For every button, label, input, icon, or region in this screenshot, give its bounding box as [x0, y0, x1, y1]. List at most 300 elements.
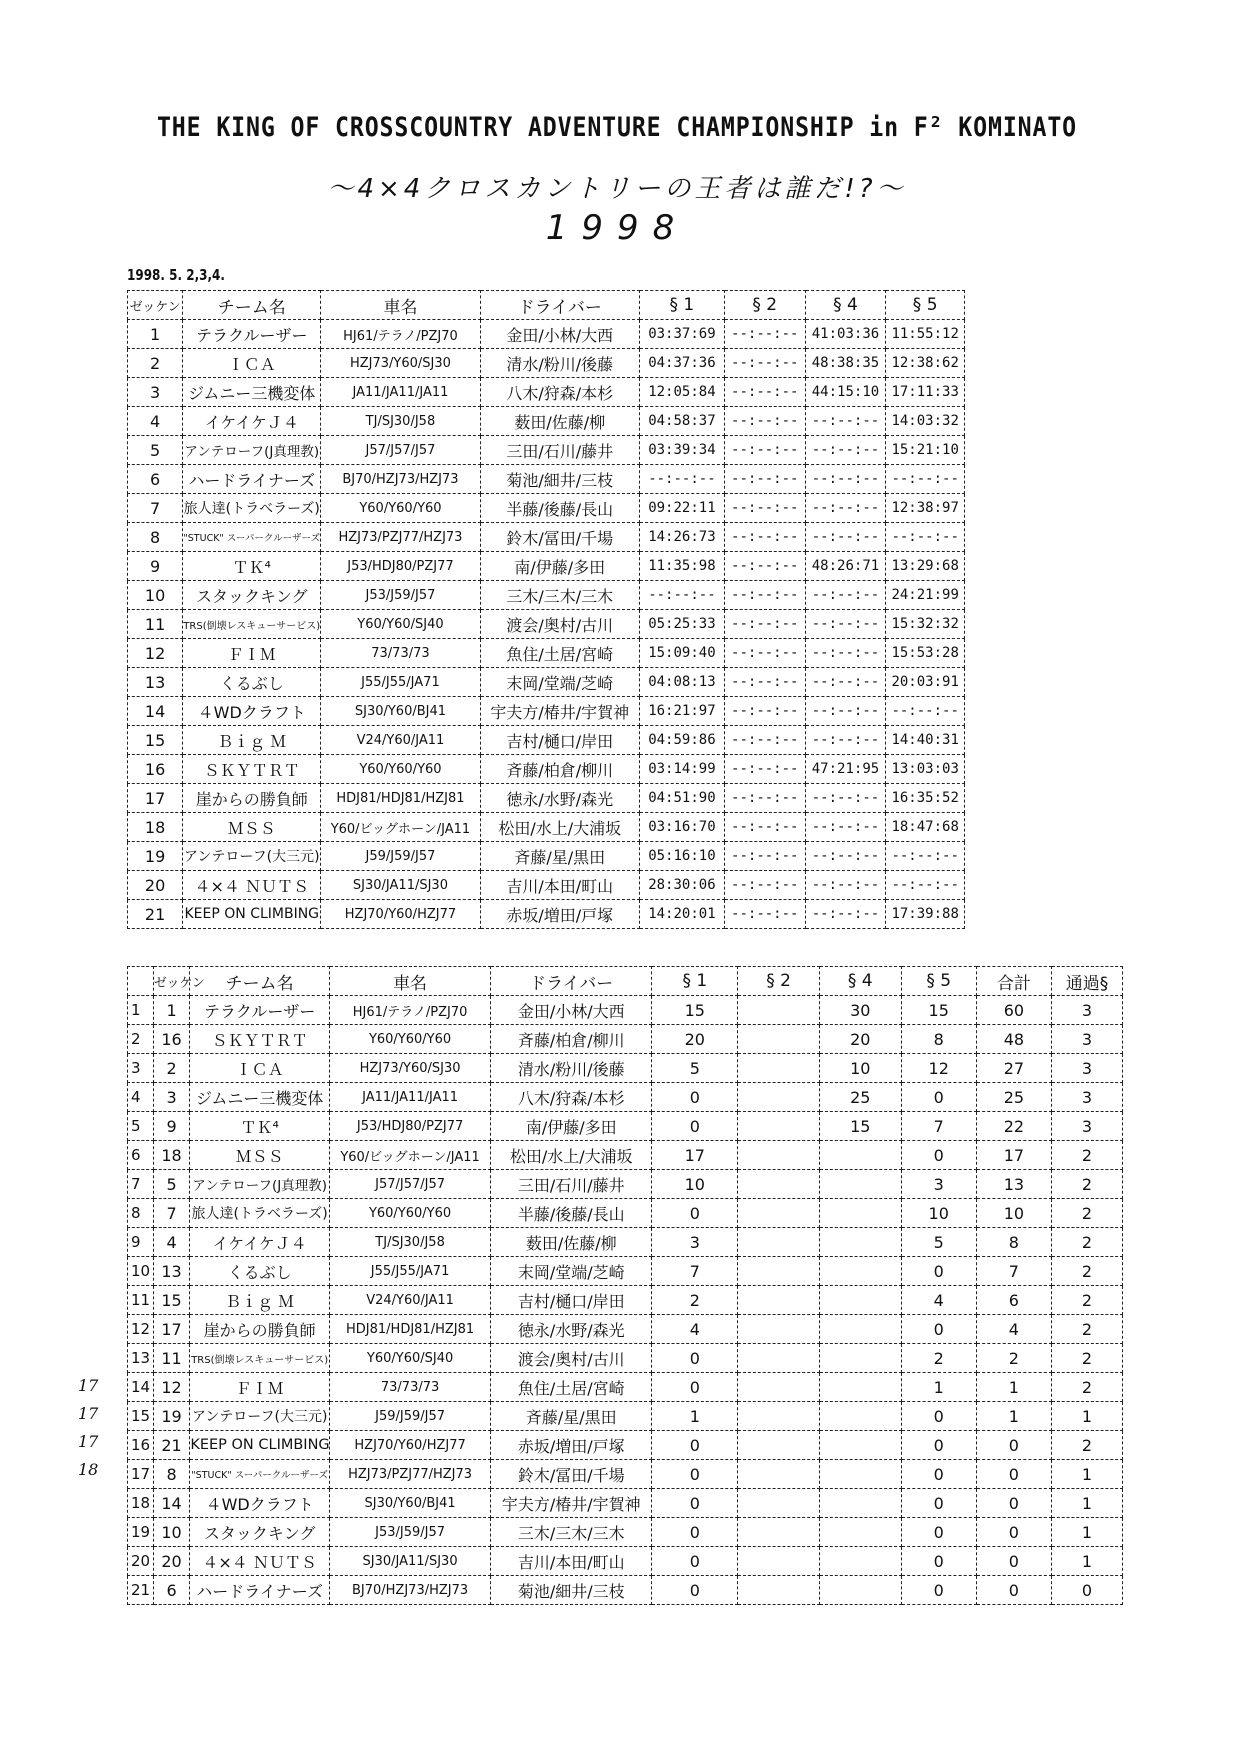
table-cell: 21: [128, 900, 183, 929]
table-cell: ＳＫＹＴＲＴ: [183, 755, 321, 784]
table-cell: ＳＫＹＴＲＴ: [190, 1025, 330, 1054]
table-cell: 18:47:68: [886, 813, 965, 842]
table-cell: 47:21:95: [805, 755, 886, 784]
table-cell: --:--:--: [724, 552, 805, 581]
table-cell: JA11/JA11/JA11: [329, 1083, 490, 1112]
table-cell: "STUCK" スーパークルーザーズ: [190, 1460, 330, 1489]
table-cell: 5: [128, 436, 183, 465]
table-cell: --:--:--: [805, 842, 886, 871]
table-cell: 渡会/奥村/古川: [491, 1344, 652, 1373]
table-cell: 2: [652, 1286, 738, 1315]
table-cell: --:--:--: [724, 581, 805, 610]
table-cell: BJ70/HZJ73/HZJ73: [321, 465, 480, 494]
table-cell: 7: [976, 1257, 1051, 1286]
table-cell: [738, 1228, 820, 1257]
table-cell: --:--:--: [805, 668, 886, 697]
table-cell: 15:09:40: [639, 639, 724, 668]
table-cell: 04:58:37: [639, 407, 724, 436]
table-cell: --:--:--: [724, 784, 805, 813]
table-cell: ジムニー三機変体: [190, 1083, 330, 1112]
table-cell: 1: [153, 996, 190, 1025]
table-cell: 1: [1052, 1518, 1123, 1547]
table-cell: 吉川/本田/町山: [491, 1547, 652, 1576]
table-cell: 鈴木/冨田/千場: [480, 523, 639, 552]
table-cell: J57/J57/J57: [329, 1170, 490, 1199]
column-header: § 4: [819, 967, 901, 996]
table-cell: 宇夫方/椿井/宇賀神: [491, 1489, 652, 1518]
table-row: [128, 610, 965, 639]
table-cell: 清水/粉川/後藤: [480, 349, 639, 378]
table-cell: 3: [1052, 1025, 1123, 1054]
table-cell: 3: [1052, 1112, 1123, 1141]
table-cell: 6: [153, 1576, 190, 1605]
table-cell: J53/J59/J57: [329, 1518, 490, 1547]
table-cell: 2: [128, 1025, 154, 1054]
table-cell: 0: [652, 1431, 738, 1460]
table-cell: 14: [153, 1489, 190, 1518]
table-cell: --:--:--: [886, 523, 965, 552]
table-cell: JA11/JA11/JA11: [321, 378, 480, 407]
table-cell: 13: [153, 1257, 190, 1286]
table-cell: --:--:--: [886, 465, 965, 494]
column-header: ドライバー: [491, 967, 652, 996]
table-cell: --:--:--: [805, 871, 886, 900]
table-cell: 18: [128, 1489, 154, 1518]
table-cell: [819, 1489, 901, 1518]
table-cell: 16: [128, 755, 183, 784]
table-cell: --:--:--: [805, 639, 886, 668]
table-cell: スタックキング: [183, 581, 321, 610]
times-table-header: [128, 291, 965, 320]
table-cell: J57/J57/J57: [321, 436, 480, 465]
table-cell: 18: [128, 813, 183, 842]
table-cell: アンテローフ(大三元): [190, 1402, 330, 1431]
table-cell: 15:21:10: [886, 436, 965, 465]
column-header: ゼッケン: [153, 967, 190, 996]
table-cell: --:--:--: [724, 900, 805, 929]
table-cell: 20: [819, 1025, 901, 1054]
table-cell: SJ30/JA11/SJ30: [321, 871, 480, 900]
table-cell: 金田/小林/大西: [480, 320, 639, 349]
table-row: [128, 1025, 1123, 1054]
table-cell: 0: [652, 1112, 738, 1141]
table-cell: --:--:--: [724, 407, 805, 436]
table-cell: 0: [976, 1431, 1051, 1460]
table-cell: 7: [901, 1112, 976, 1141]
table-cell: 27: [976, 1054, 1051, 1083]
table-cell: 0: [652, 1373, 738, 1402]
table-cell: 22: [976, 1112, 1051, 1141]
table-cell: 4: [128, 1083, 154, 1112]
table-cell: 三木/三木/三木: [480, 581, 639, 610]
table-cell: 0: [652, 1344, 738, 1373]
column-header: § 1: [639, 291, 724, 320]
table-cell: 05:16:10: [639, 842, 724, 871]
table-cell: [738, 1199, 820, 1228]
table-cell: 0: [652, 1547, 738, 1576]
table-cell: 半藤/後藤/長山: [491, 1199, 652, 1228]
event-date: 1998. 5. 2,3,4.: [127, 266, 225, 284]
table-cell: 04:59:86: [639, 726, 724, 755]
table-cell: --:--:--: [805, 581, 886, 610]
table-cell: 3: [1052, 996, 1123, 1025]
table-cell: 13: [128, 668, 183, 697]
table-row: [128, 900, 965, 929]
table-cell: 11: [153, 1344, 190, 1373]
table-cell: [738, 1344, 820, 1373]
column-header: 車名: [329, 967, 490, 996]
table-cell: 4: [153, 1228, 190, 1257]
table-cell: 清水/粉川/後藤: [491, 1054, 652, 1083]
table-cell: Ｂｉｇ Ｍ: [190, 1286, 330, 1315]
table-cell: 20: [128, 1547, 154, 1576]
table-cell: --:--:--: [724, 697, 805, 726]
table-cell: 16:35:52: [886, 784, 965, 813]
table-row: [128, 1402, 1123, 1431]
table-cell: 13:29:68: [886, 552, 965, 581]
table-cell: 0: [976, 1576, 1051, 1605]
table-cell: [738, 1054, 820, 1083]
table-cell: 10: [153, 1518, 190, 1547]
column-header: [128, 967, 154, 996]
table-cell: --:--:--: [724, 842, 805, 871]
table-cell: 3: [1052, 1083, 1123, 1112]
table-row: [128, 378, 965, 407]
table-cell: --:--:--: [805, 610, 886, 639]
table-cell: 0: [976, 1460, 1051, 1489]
table-cell: --:--:--: [724, 378, 805, 407]
table-cell: 15: [901, 996, 976, 1025]
table-cell: HJ61/テラノ/PZJ70: [321, 320, 480, 349]
table-cell: 11: [128, 610, 183, 639]
table-cell: くるぶし: [190, 1257, 330, 1286]
event-title: THE KING OF CROSSCOUNTRY ADVENTURE CHAMPIONSHIP in F² KOMINATO: [156, 112, 1078, 143]
table-cell: 41:03:36: [805, 320, 886, 349]
table-cell: 3: [128, 1054, 154, 1083]
table-cell: 鈴木/冨田/千場: [491, 1460, 652, 1489]
table-cell: Y60/Y60/Y60: [329, 1025, 490, 1054]
table-cell: [738, 1431, 820, 1460]
table-cell: 0: [901, 1460, 976, 1489]
table-cell: 2: [1052, 1373, 1123, 1402]
table-cell: 2: [1052, 1286, 1123, 1315]
table-cell: 2: [1052, 1257, 1123, 1286]
table-cell: [738, 1576, 820, 1605]
margin-note: 18: [78, 1460, 99, 1479]
table-cell: [738, 1025, 820, 1054]
table-cell: HZJ70/Y60/HZJ77: [329, 1431, 490, 1460]
table-cell: 南/伊藤/多田: [491, 1112, 652, 1141]
table-cell: V24/Y60/JA11: [321, 726, 480, 755]
table-cell: 17: [128, 784, 183, 813]
table-cell: [819, 1344, 901, 1373]
table-cell: 18: [153, 1141, 190, 1170]
table-cell: --:--:--: [724, 349, 805, 378]
table-cell: [738, 1547, 820, 1576]
table-cell: 徳永/水野/森光: [480, 784, 639, 813]
table-cell: 崖からの勝負師: [183, 784, 321, 813]
table-cell: 4: [901, 1286, 976, 1315]
table-cell: 徳永/水野/森光: [491, 1315, 652, 1344]
table-cell: 0: [652, 1083, 738, 1112]
table-cell: 25: [819, 1083, 901, 1112]
table-cell: 菊池/細井/三枝: [491, 1576, 652, 1605]
table-cell: Y60/Y60/SJ40: [329, 1344, 490, 1373]
table-cell: [819, 1286, 901, 1315]
table-cell: 吉川/本田/町山: [480, 871, 639, 900]
table-row: [128, 639, 965, 668]
table-cell: 14:40:31: [886, 726, 965, 755]
table-cell: 48: [976, 1025, 1051, 1054]
table-cell: テラクルーザー: [183, 320, 321, 349]
table-cell: --:--:--: [805, 784, 886, 813]
table-cell: Y60/Y60/SJ40: [321, 610, 480, 639]
table-cell: ＦＩＭ: [190, 1373, 330, 1402]
table-cell: 14: [128, 1373, 154, 1402]
table-cell: J59/J59/J57: [329, 1402, 490, 1431]
table-cell: 25: [976, 1083, 1051, 1112]
table-cell: 44:15:10: [805, 378, 886, 407]
table-cell: 8: [128, 523, 183, 552]
table-cell: 半藤/後藤/長山: [480, 494, 639, 523]
table-cell: SJ30/Y60/BJ41: [321, 697, 480, 726]
table-cell: 2: [901, 1344, 976, 1373]
table-cell: "STUCK" スーパークルーザーズ: [183, 523, 321, 552]
table-cell: 3: [128, 378, 183, 407]
table-cell: 13:03:03: [886, 755, 965, 784]
table-cell: 48:38:35: [805, 349, 886, 378]
table-cell: --:--:--: [805, 436, 886, 465]
table-cell: [819, 1460, 901, 1489]
table-cell: イケイケＪ４: [183, 407, 321, 436]
table-cell: HZJ73/Y60/SJ30: [321, 349, 480, 378]
table-cell: 04:37:36: [639, 349, 724, 378]
table-cell: 28:30:06: [639, 871, 724, 900]
table-cell: KEEP ON CLIMBING: [190, 1431, 330, 1460]
table-cell: J55/J55/JA71: [321, 668, 480, 697]
table-cell: 12:38:97: [886, 494, 965, 523]
table-row: [128, 436, 965, 465]
points-table-header: [128, 967, 1123, 996]
table-cell: SJ30/Y60/BJ41: [329, 1489, 490, 1518]
table-cell: 2: [1052, 1431, 1123, 1460]
table-cell: 0: [652, 1199, 738, 1228]
table-cell: --:--:--: [805, 813, 886, 842]
table-cell: 金田/小林/大西: [491, 996, 652, 1025]
table-cell: 0: [901, 1402, 976, 1431]
table-cell: 14:26:73: [639, 523, 724, 552]
table-cell: 旅人達(トラベラーズ): [190, 1199, 330, 1228]
table-row: [128, 552, 965, 581]
table-cell: 20: [652, 1025, 738, 1054]
table-cell: 2: [1052, 1199, 1123, 1228]
table-cell: --:--:--: [724, 668, 805, 697]
table-cell: 21: [128, 1576, 154, 1605]
table-cell: --:--:--: [805, 523, 886, 552]
table-cell: ４WDクラフト: [183, 697, 321, 726]
table-cell: --:--:--: [724, 755, 805, 784]
table-cell: 薮田/佐藤/柳: [491, 1228, 652, 1257]
table-cell: [819, 1170, 901, 1199]
table-cell: ＴＫ⁴: [183, 552, 321, 581]
table-cell: 19: [153, 1402, 190, 1431]
table-cell: 6: [976, 1286, 1051, 1315]
table-cell: 2: [153, 1054, 190, 1083]
column-header: § 5: [886, 291, 965, 320]
table-cell: 4: [128, 407, 183, 436]
table-cell: 14:03:32: [886, 407, 965, 436]
table-cell: --:--:--: [886, 842, 965, 871]
table-cell: 16:21:97: [639, 697, 724, 726]
table-cell: --:--:--: [639, 465, 724, 494]
table-cell: 1: [1052, 1402, 1123, 1431]
table-row: [128, 349, 965, 378]
table-cell: 14:20:01: [639, 900, 724, 929]
table-cell: 三田/石川/藤井: [480, 436, 639, 465]
table-row: [128, 581, 965, 610]
table-cell: 03:14:99: [639, 755, 724, 784]
table-row: [128, 755, 965, 784]
points-table: [127, 966, 1123, 1605]
table-row: [128, 842, 965, 871]
table-cell: ハードライナーズ: [183, 465, 321, 494]
table-cell: 三田/石川/藤井: [491, 1170, 652, 1199]
table-row: [128, 1576, 1123, 1605]
table-cell: 0: [652, 1576, 738, 1605]
table-cell: [738, 1373, 820, 1402]
table-cell: TJ/SJ30/J58: [321, 407, 480, 436]
table-cell: --:--:--: [724, 436, 805, 465]
table-cell: 9: [128, 1228, 154, 1257]
table-cell: --:--:--: [805, 726, 886, 755]
table-cell: --:--:--: [639, 581, 724, 610]
table-cell: 10: [976, 1199, 1051, 1228]
table-row: [128, 1257, 1123, 1286]
table-row: [128, 784, 965, 813]
table-cell: --:--:--: [886, 697, 965, 726]
table-cell: 0: [976, 1518, 1051, 1547]
table-cell: [738, 1141, 820, 1170]
table-cell: BJ70/HZJ73/HZJ73: [329, 1576, 490, 1605]
column-header: § 4: [805, 291, 886, 320]
table-cell: ４×４ ＮＵＴＳ: [190, 1547, 330, 1576]
table-row: [128, 1199, 1123, 1228]
table-cell: TRS(倒壊レスキューサービス): [183, 610, 321, 639]
table-cell: [738, 1170, 820, 1199]
table-cell: HDJ81/HDJ81/HZJ81: [321, 784, 480, 813]
table-cell: アンテローフ(J真理教): [183, 436, 321, 465]
table-cell: 16: [128, 1431, 154, 1460]
column-header: § 1: [652, 967, 738, 996]
table-cell: 15: [128, 1402, 154, 1431]
table-cell: 8: [901, 1025, 976, 1054]
table-cell: 21: [153, 1431, 190, 1460]
table-cell: 10: [652, 1170, 738, 1199]
table-cell: 04:51:90: [639, 784, 724, 813]
table-cell: 1: [901, 1373, 976, 1402]
times-table: [127, 290, 965, 929]
table-cell: [819, 1199, 901, 1228]
table-cell: 0: [901, 1431, 976, 1460]
table-cell: [738, 1112, 820, 1141]
table-row: [128, 1083, 1123, 1112]
table-row: [128, 320, 965, 349]
table-cell: 7: [652, 1257, 738, 1286]
table-cell: 1: [652, 1402, 738, 1431]
table-cell: --:--:--: [724, 465, 805, 494]
table-cell: 10: [819, 1054, 901, 1083]
table-cell: 12:05:84: [639, 378, 724, 407]
table-cell: 崖からの勝負師: [190, 1315, 330, 1344]
column-header: 車名: [321, 291, 480, 320]
table-row: [128, 1431, 1123, 1460]
table-row: [128, 1112, 1123, 1141]
table-cell: [738, 1257, 820, 1286]
table-cell: 宇夫方/椿井/宇賀神: [480, 697, 639, 726]
table-cell: 03:37:69: [639, 320, 724, 349]
table-cell: 薮田/佐藤/柳: [480, 407, 639, 436]
table-cell: --:--:--: [724, 813, 805, 842]
table-cell: ジムニー三機変体: [183, 378, 321, 407]
table-cell: 19: [128, 1518, 154, 1547]
table-cell: 7: [153, 1199, 190, 1228]
table-cell: 60: [976, 996, 1051, 1025]
table-cell: 1: [1052, 1460, 1123, 1489]
table-cell: [738, 1518, 820, 1547]
table-cell: 吉村/樋口/岸田: [491, 1286, 652, 1315]
column-header: § 5: [901, 967, 976, 996]
table-cell: 19: [128, 842, 183, 871]
table-cell: 0: [901, 1489, 976, 1518]
table-row: [128, 1141, 1123, 1170]
column-header: ドライバー: [480, 291, 639, 320]
table-cell: 73/73/73: [329, 1373, 490, 1402]
table-cell: [738, 1315, 820, 1344]
table-cell: 17:11:33: [886, 378, 965, 407]
table-row: [128, 1344, 1123, 1373]
table-cell: 15: [652, 996, 738, 1025]
table-cell: 12: [128, 639, 183, 668]
table-cell: 3: [901, 1170, 976, 1199]
table-cell: HZJ70/Y60/HZJ77: [321, 900, 480, 929]
table-cell: V24/Y60/JA11: [329, 1286, 490, 1315]
column-header: チーム名: [190, 967, 330, 996]
table-cell: 13: [976, 1170, 1051, 1199]
table-cell: J53/J59/J57: [321, 581, 480, 610]
table-cell: 旅人達(トラベラーズ): [183, 494, 321, 523]
table-cell: 0: [1052, 1576, 1123, 1605]
table-cell: HDJ81/HDJ81/HZJ81: [329, 1315, 490, 1344]
column-header: § 2: [724, 291, 805, 320]
table-cell: 4: [652, 1315, 738, 1344]
table-cell: --:--:--: [724, 726, 805, 755]
table-cell: [819, 1315, 901, 1344]
table-cell: [819, 1547, 901, 1576]
table-cell: HZJ73/PZJ77/HZJ73: [321, 523, 480, 552]
event-subtitle: 〜4×4クロスカントリーの王者は誰だ!?〜: [327, 174, 907, 204]
table-cell: 11: [128, 1286, 154, 1315]
table-cell: [819, 1373, 901, 1402]
table-cell: [738, 996, 820, 1025]
table-cell: 20: [128, 871, 183, 900]
table-cell: 3: [652, 1228, 738, 1257]
table-cell: 6: [128, 465, 183, 494]
table-cell: 八木/狩森/本杉: [491, 1083, 652, 1112]
table-cell: 1: [976, 1402, 1051, 1431]
table-row: [128, 668, 965, 697]
table-cell: --:--:--: [805, 900, 886, 929]
table-cell: 8: [153, 1460, 190, 1489]
